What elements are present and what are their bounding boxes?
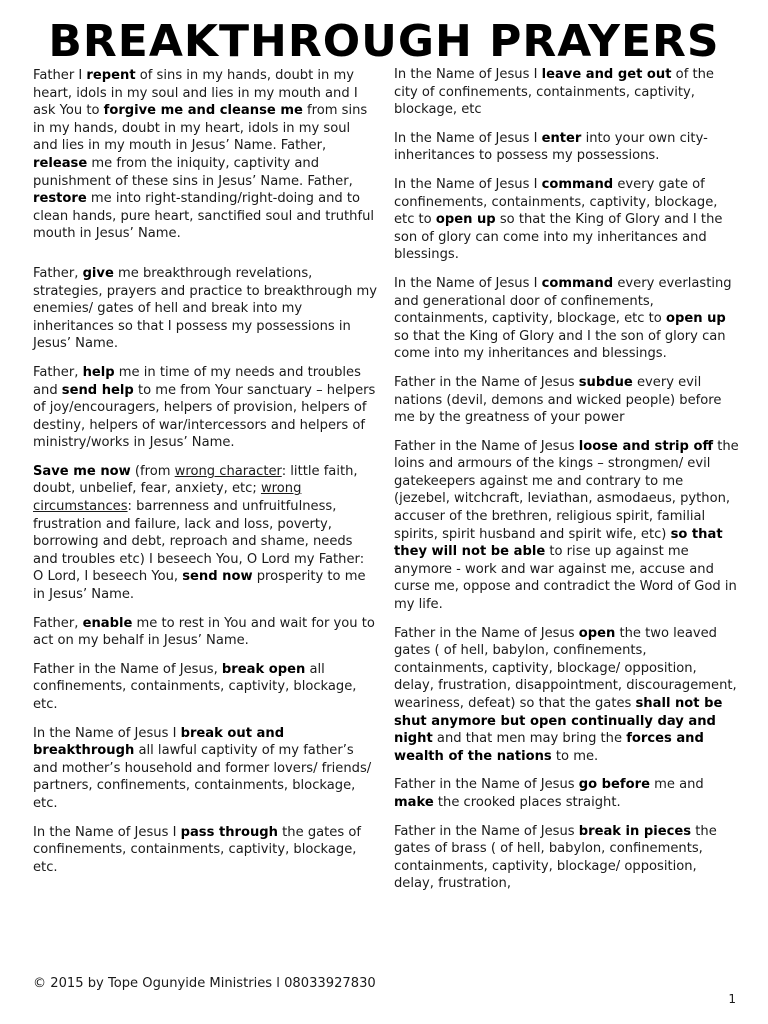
prayer-paragraph bbox=[33, 463, 378, 604]
emphasis-text: open up bbox=[435, 212, 496, 228]
emphasis-text: so that they will not be able bbox=[394, 526, 723, 560]
body-text: of the city of confinements, containments, captivity, blockage, etc bbox=[394, 67, 714, 118]
body-text: (from bbox=[130, 463, 175, 479]
body-text: to me from Your sanctuary – helpers of joy/encouragers, helpers of provision, helpers of destiny, helpers of war/intercessors and helpers of ministry/works in Jesus’ Name. bbox=[33, 382, 376, 451]
prayer-paragraph bbox=[394, 66, 739, 119]
underlined-text: wrong character bbox=[174, 463, 282, 479]
right-column bbox=[394, 66, 739, 904]
emphasis-text: give bbox=[82, 265, 114, 281]
page-title: BREAKTHROUGH PRAYERS bbox=[48, 16, 720, 67]
body-text: so that the King of Glory and I the son of glory can come into my inheritances and blessings. bbox=[394, 212, 723, 263]
prayer-paragraph bbox=[394, 176, 739, 264]
emphasis-text: restore bbox=[33, 191, 87, 207]
body-text: to me. bbox=[551, 748, 599, 764]
emphasis-text: command bbox=[541, 176, 614, 192]
emphasis-text: command bbox=[541, 275, 614, 291]
prayer-paragraph bbox=[33, 824, 378, 877]
body-text: the gates of confinements, containments, captivity, blockage, etc. bbox=[33, 824, 361, 875]
body-text: Father in the Name of Jesus bbox=[394, 438, 579, 454]
body-text: to rise up against me anymore - work and war against me, accuse and curse me, oppose and contradict the Word of God in my life. bbox=[394, 544, 737, 613]
body-text: every evil nations (devil, demons and wicked people) before me by the greatness of your power bbox=[394, 374, 722, 426]
emphasis-text: send help bbox=[61, 382, 134, 398]
body-text: : little faith, doubt, unbelief, fear, anxiety, etc; bbox=[33, 463, 358, 497]
prayer-paragraph bbox=[33, 725, 378, 813]
emphasis-text: forces and wealth of the nations bbox=[394, 731, 704, 764]
prayer-paragraph bbox=[394, 625, 739, 766]
body-text: all confinements, containments, captivity, blockage, etc. bbox=[33, 661, 357, 712]
body-text: : barrenness and unfruitfulness, frustration and failure, lack and loss, poverty, borrowing and debt, reproach and shame, needs and troubles etc) I beseech You, O Lord my Father: O Lord, I beseech You, bbox=[33, 499, 365, 585]
body-text: me to rest in You and wait for you to act on my behalf in Jesus’ Name. bbox=[33, 615, 375, 649]
emphasis-text: go before bbox=[578, 777, 650, 793]
page-number: 1 bbox=[728, 992, 736, 1006]
prayer-paragraph bbox=[33, 67, 378, 243]
body-text: me in time of my needs and troubles and bbox=[33, 364, 361, 398]
emphasis-text: help bbox=[82, 364, 115, 380]
emphasis-text: break out and breakthrough bbox=[33, 725, 285, 759]
body-text: and that men may bring the bbox=[432, 731, 627, 747]
body-text: so that the King of Glory and I the son of glory can come into my inheritances and blessings. bbox=[394, 328, 726, 362]
emphasis-text: subdue bbox=[578, 374, 633, 390]
left-column bbox=[33, 67, 378, 887]
emphasis-text: Save me now bbox=[33, 463, 131, 479]
body-text: Father in the Name of Jesus bbox=[394, 625, 579, 641]
body-text: In the Name of Jesus I bbox=[394, 130, 542, 146]
emphasis-text: open bbox=[578, 625, 616, 641]
body-text: me from the iniquity, captivity and punishment of these sins in Jesus’ Name. Father, bbox=[33, 155, 353, 189]
body-text: every gate of confinements, containments, captivity, blockage, etc to bbox=[394, 176, 718, 228]
emphasis-text: leave and get out bbox=[541, 67, 672, 82]
prayer-paragraph bbox=[33, 615, 378, 650]
emphasis-text: release bbox=[33, 155, 88, 171]
body-text: from sins in my hands, doubt in my heart, idols in my soul and lies in my mouth in Jesus’ Name. Father, bbox=[33, 103, 368, 154]
emphasis-text: send now bbox=[182, 569, 253, 585]
body-text: Father in the Name of Jesus bbox=[394, 777, 579, 793]
body-text: In the Name of Jesus I bbox=[33, 725, 181, 741]
body-text: into your own city-inheritances to possess my possessions. bbox=[394, 130, 708, 164]
body-text: In the Name of Jesus I bbox=[33, 824, 181, 840]
body-text: Father in the Name of Jesus bbox=[394, 374, 579, 390]
emphasis-text: open up bbox=[665, 311, 726, 327]
body-text: In the Name of Jesus I bbox=[394, 275, 542, 291]
emphasis-text: forgive me and cleanse me bbox=[103, 103, 303, 119]
emphasis-text: enable bbox=[82, 615, 133, 631]
body-text: me breakthrough revelations, strategies, prayers and practice to breakthrough my enemies/ gates of hell and break into my inheritances so that I possess my possessions in Jesus’ Name. bbox=[33, 265, 377, 352]
body-text: prosperity to me in Jesus’ Name. bbox=[33, 569, 366, 603]
body-text: me into right-standing/right-doing and to clean hands, pure heart, sanctified soul and truthful mouth in Jesus’ Name. bbox=[33, 191, 375, 242]
emphasis-text: break open bbox=[221, 661, 306, 677]
prayer-paragraph bbox=[33, 265, 378, 353]
prayer-paragraph bbox=[394, 776, 739, 811]
emphasis-text: shall not be shut anymore but open continually day and night bbox=[394, 696, 723, 747]
underlined-text: wrong circumstances bbox=[33, 481, 302, 515]
prayer-paragraph bbox=[394, 438, 739, 614]
body-text: the loins and armours of the kings – strongmen/ evil gatekeepers against me and contrary to me (jezebel, witchcraft, leviathan, asmodaeus, python, accuser of the brethren, religious spirit, familial spirits, spirit husband and spirit wife, etc) bbox=[394, 438, 739, 542]
body-text: every everlasting and generational door of confinements, containments, captivity, blockage, etc to bbox=[394, 275, 732, 327]
body-text: of sins in my hands, doubt in my heart, idols in my soul and lies in my mouth and I ask You to bbox=[33, 68, 358, 119]
body-text: Father in the Name of Jesus, bbox=[33, 661, 222, 677]
body-text: In the Name of Jesus I bbox=[394, 176, 542, 192]
body-text: me and bbox=[649, 777, 704, 793]
prayer-paragraph bbox=[33, 364, 378, 452]
body-text: Father, bbox=[33, 615, 83, 631]
body-text: Father I bbox=[33, 68, 87, 83]
prayer-paragraph bbox=[394, 130, 739, 165]
body-text: Father in the Name of Jesus bbox=[394, 823, 579, 839]
body-text: Father, bbox=[33, 265, 83, 281]
body-text: the gates of brass ( of hell, babylon, confinements, containments, captivity, blockage/ opposition, delay, frustration, bbox=[394, 823, 717, 892]
prayer-paragraph bbox=[394, 374, 739, 427]
copyright-footer: © 2015 by Tope Ogunyide Ministries l 08033927830 bbox=[33, 976, 376, 991]
emphasis-text: repent bbox=[86, 68, 136, 83]
body-text: In the Name of Jesus I bbox=[394, 67, 542, 82]
prayer-paragraph bbox=[33, 661, 378, 714]
emphasis-text: enter bbox=[541, 130, 582, 146]
emphasis-text: break in pieces bbox=[578, 823, 692, 839]
prayer-paragraph bbox=[394, 823, 739, 893]
prayer-paragraph bbox=[394, 275, 739, 363]
body-text: the crooked places straight. bbox=[433, 794, 621, 810]
body-text: the two leaved gates ( of hell, babylon, confinements, containments, captivity, blockage/ opposition, delay, frustration, disappointment, discouragement, weariness, defeat) so that the gates bbox=[394, 625, 737, 711]
body-text: all lawful captivity of my father’s and mother’s household and former lovers/ friends/ partners, confinements, containments, blockage, etc. bbox=[33, 743, 372, 811]
emphasis-text: make bbox=[394, 794, 434, 810]
body-text: Father, bbox=[33, 364, 83, 380]
emphasis-text: loose and strip off bbox=[578, 438, 714, 454]
emphasis-text: pass through bbox=[180, 824, 278, 840]
